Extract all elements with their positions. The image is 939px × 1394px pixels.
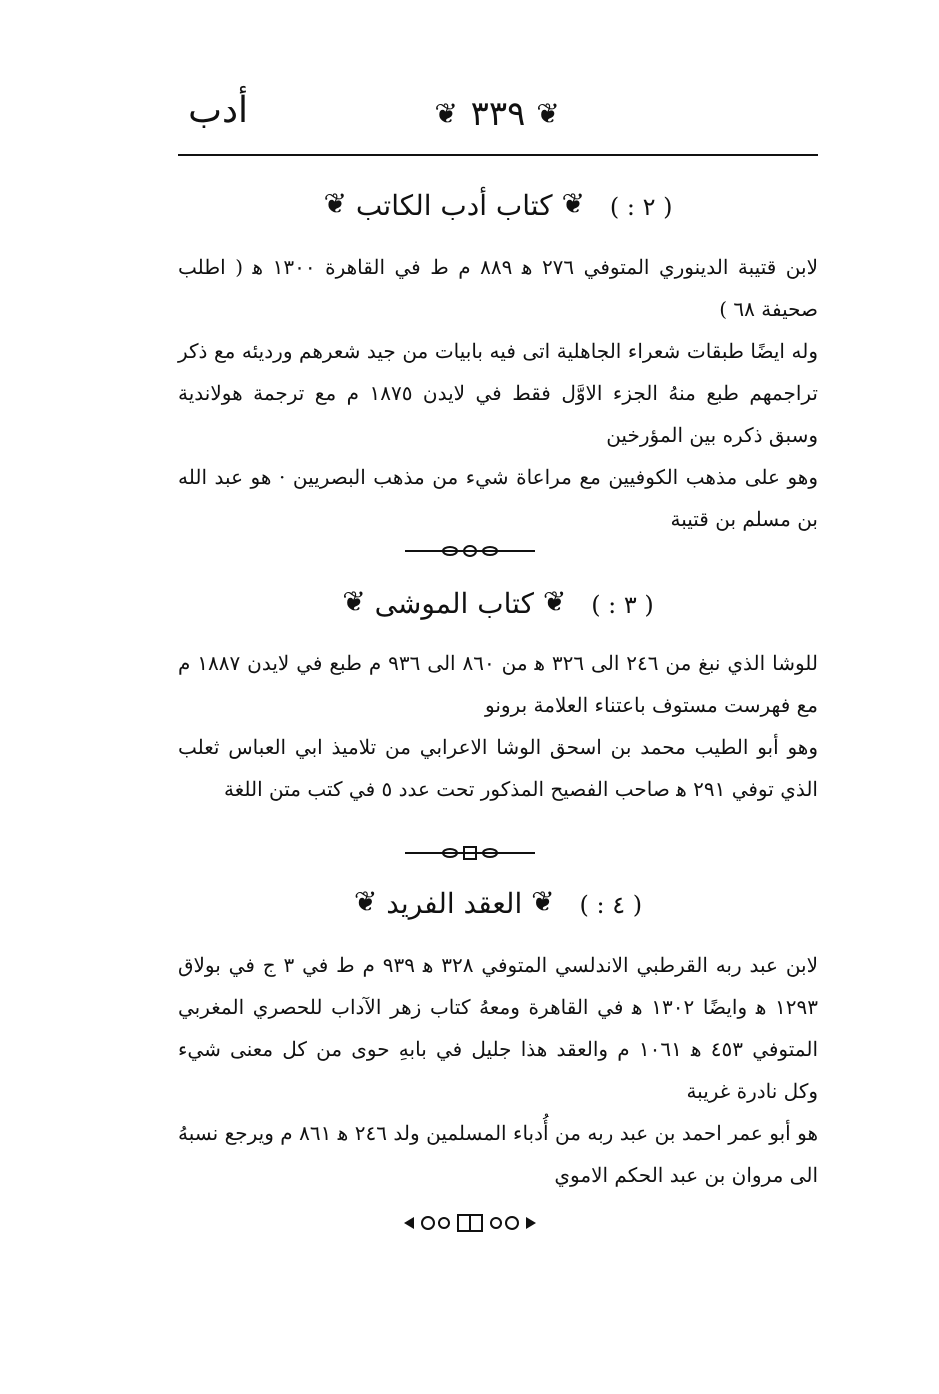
paragraph: وله ايضًا طبقات شعراء الجاهلية اتى فيه بابيات من جيد شعرهم ورديئه مع ذكر تراجمهم طبع منهُ الجزء الاوَّل فقط في لايدن ١٨٧٥ م مع ترجمة هولاندية وسبق ذكره بين المؤرخين	[178, 339, 818, 447]
paragraph: لابن قتيبة الدينوري المتوفي ٢٧٦ ﻫ ٨٨٩ م ط في القاهرة ١٣٠٠ ﻫ ( اطلب صحيفة ٦٨ )	[178, 255, 818, 321]
section-heading	[178, 578, 818, 630]
fleuron-left-icon: ❦	[536, 97, 562, 130]
paragraph: هو أبو عمر احمد بن عبد ربه من أُدباء المسلمين ولد ٢٤٦ ﻫ ٨٦١ م ويرجع نسبهُ الى مروان بن عبد الحكم الاموي	[178, 1121, 819, 1187]
section-number: ( ٢ : )	[609, 193, 673, 221]
section-al-muwashsha	[178, 578, 818, 810]
section-number: ( ٤ : )	[579, 891, 643, 919]
fleuron-icon: ❦	[323, 187, 347, 220]
section-number: ( ٣ : )	[591, 591, 654, 619]
fleuron-icon: ❦	[342, 585, 366, 618]
fleuron-right-icon: ❦	[434, 97, 460, 130]
paragraph: للوشا الذي نبغ من ٢٤٦ الى ٣٢٦ ﻫ من ٨٦٠ الى ٩٣٦ م طبع في لايدن ١٨٨٧ م مع فهرست مستوف باعتناء العلامة برونو	[178, 651, 818, 717]
page-header	[178, 88, 818, 148]
section-heading	[178, 180, 818, 232]
paragraph: وهو أبو الطيب محمد بن اسحق الوشا الاعرابي من تلاميذ ابي العباس ثعلب الذي توفي ٢٩١ ﻫ صاحب الفصيح المذكور تحت عدد ٥ في كتب متن اللغة	[178, 735, 818, 801]
paragraph: لابن عبد ربه القرطبي الاندلسي المتوفي ٣٢٨ ﻫ ٩٣٩ م ط في ٣ ج في بولاق ١٢٩٣ ﻫ وايضًا ١٣٠٢ ﻫ في القاهرة ومعهُ كتاب زهر الآداب للحصري المغربي المتوفي ٤٥٣ ﻫ ١٠٦١ م والعقد هذا جليل في بابهِ حوى من كل معنى شيء وكل نادرة غريبة	[178, 953, 819, 1103]
section-title: العقد الفريد	[386, 887, 523, 920]
fleuron-icon: ❦	[353, 885, 378, 918]
paragraph: وهو على مذهب الكوفيين مع مراعاة شيء من مذهب البصريين · هو عبد الله بن مسلم بن قتيبة	[178, 465, 819, 531]
section-al-iqd-al-farid	[178, 878, 818, 1196]
page-number-block	[178, 94, 818, 134]
section-heading	[178, 878, 818, 930]
ornament-divider	[0, 543, 939, 559]
header-rule	[178, 154, 818, 156]
ornament-divider	[0, 845, 939, 861]
ornament-end-divider	[0, 1212, 939, 1234]
fleuron-icon: ❦	[561, 187, 585, 220]
fleuron-icon: ❦	[542, 585, 567, 618]
section-title: كتاب أدب الكاتب	[355, 189, 553, 222]
page-number: ٣٣٩	[470, 94, 526, 134]
section-title: كتاب الموشى	[374, 587, 534, 620]
fleuron-icon: ❦	[531, 885, 555, 918]
section-adab-al-katib	[178, 180, 818, 540]
running-head: أدب	[188, 90, 248, 131]
